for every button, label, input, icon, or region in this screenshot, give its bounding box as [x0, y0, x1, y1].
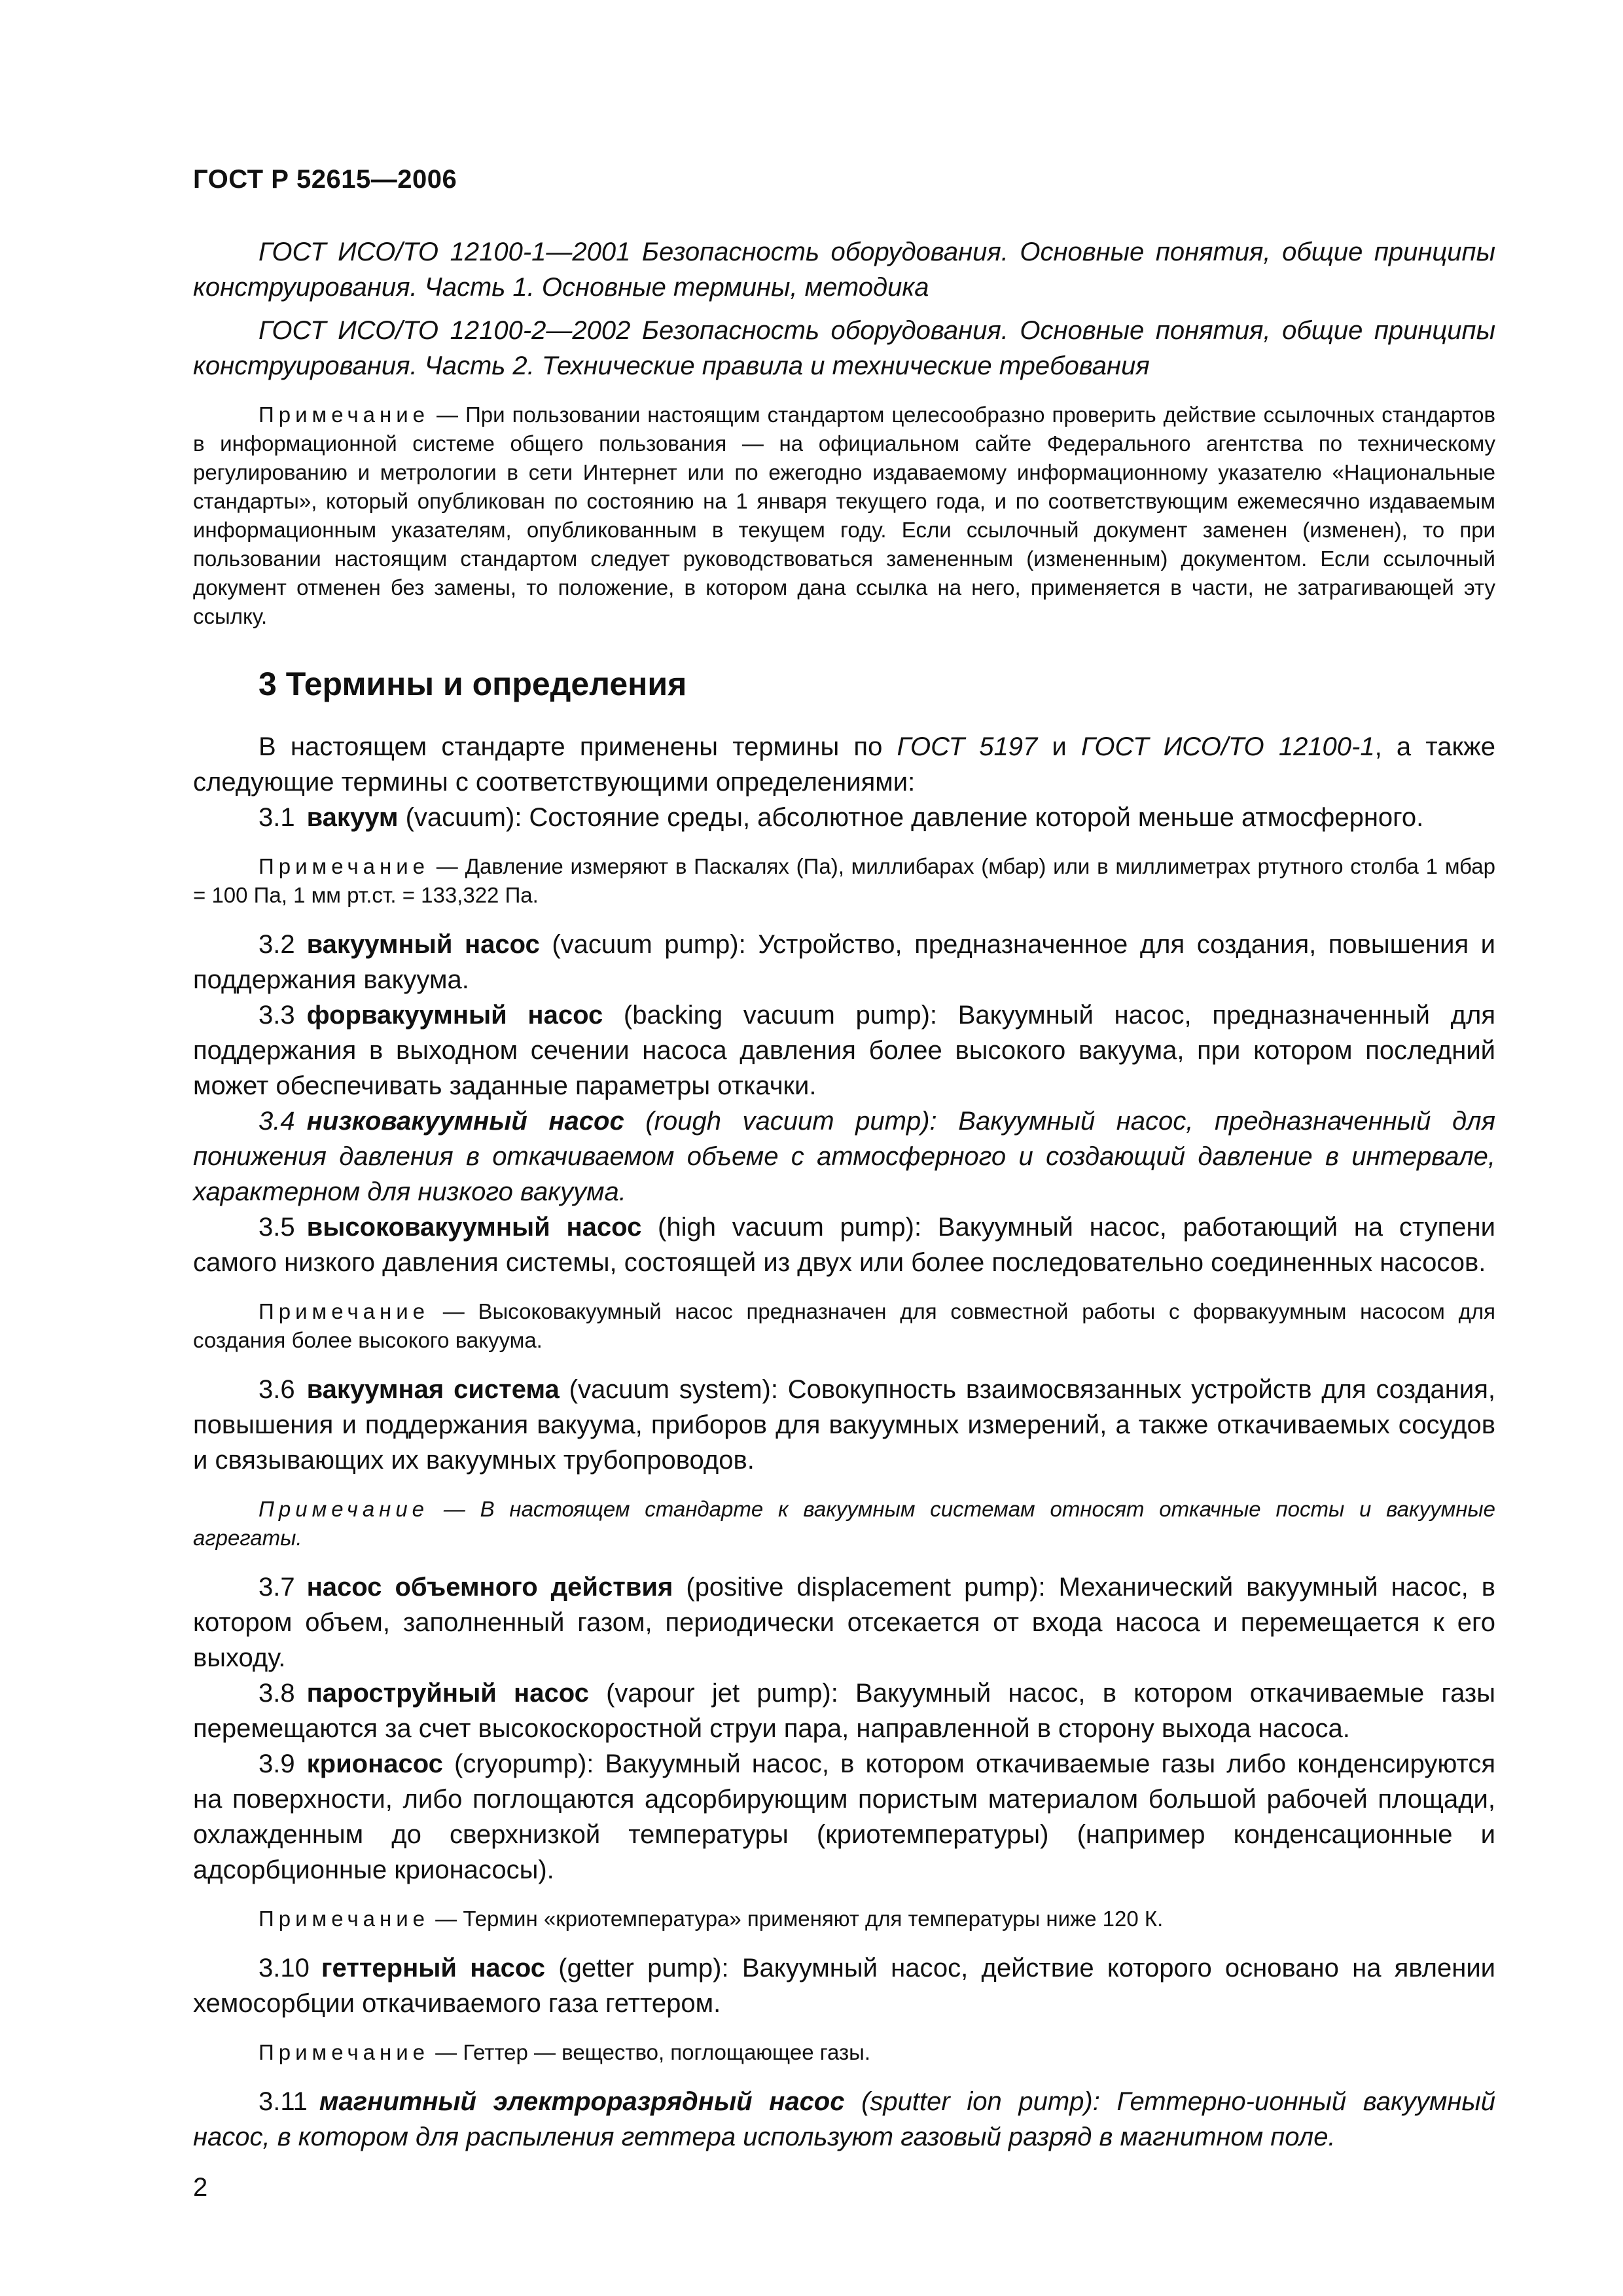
section-title: 3 Термины и определения [259, 666, 687, 702]
term-name: насос объемного действия [306, 1573, 673, 1602]
term-3-1: 3.1 вакуум (vacuum): Состояние среды, абсолютное давление которой меньше атмосферного. [259, 803, 1424, 832]
term-3-1-note: Примечание — Давление измеряют в Паскалях (Па), миллибарах (мбар) или в миллиметрах ртутного столба 1 мбар = 100 Па, 1 мм рт.ст. = 133,322 Па. [193, 854, 1495, 907]
term-name: геттерный насос [321, 1954, 546, 1982]
intro-reference-2: ГОСТ ИСО/ТО 12100-1 [1080, 732, 1375, 761]
term-name: низковакуумный насос [306, 1107, 624, 1136]
term-name: вакуум [306, 803, 399, 832]
term-name: форвакуумный насос [306, 1001, 603, 1030]
term-name: магнитный электроразрядный насос [319, 2087, 845, 2116]
document-header: ГОСТ Р 52615—2006 [193, 165, 457, 194]
term-3-6-note: Примечание — В настоящем стандарте к вакуумным системам относят откачные посты и вакуумные агрегаты. [193, 1497, 1496, 1550]
term-3-3: 3.3 форвакуумный насос (backing vacuum pump): Вакуумный насос, предназначенный для поддержания в выходном сечении насоса давления более высокого вакуума, при котором последний может обеспечивать заданные параметры откачки. [193, 1001, 1495, 1100]
references-note: Примечание — При пользовании настоящим стандартом целесообразно проверить действие ссылочных стандартов в информационной системе общего пользования — на официальном сайте Федерального агентства по техническому регулированию и метрологии в сети Интернет или по ежегодно издаваемому информационному указателю «Национальные стандарты», который опубликован по состоянию на 1 января текущего года, и по соответствующим ежемесячно издаваемым информационным указателям, опубликованным в текущем году. Если ссылочный документ заменен (изменен), то при пользовании настоящим стандартом следует руководствоваться замененным (измененным) документом. Если ссылочный документ отменен без замены, то положение, в котором дана ссылка на него, применяется в части, не затрагивающей эту ссылку. [193, 403, 1495, 628]
term-3-11: 3.11 магнитный электроразрядный насос (sputter ion pump): Геттерно-ионный вакуумный насос, в котором для распыления геттера используют газовый разряд в магнитном поле. [193, 2087, 1496, 2151]
reference-2: ГОСТ ИСО/ТО 12100-2—2002 Безопасность оборудования. Основные понятия, общие принципы конструирования. Часть 2. Технические правила и технические требования [193, 316, 1495, 380]
term-name: высоковакуумный насос [306, 1213, 642, 1242]
term-3-10-note: Примечание — Геттер — вещество, поглощающее газы. [259, 2040, 871, 2064]
note-label: Примечание [259, 403, 430, 427]
term-3-2: 3.2 вакуумный насос (vacuum pump): Устройство, предназначенное для создания, повышения и поддержания вакуума. [193, 930, 1495, 994]
reference-1: ГОСТ ИСО/ТО 12100-1—2001 Безопасность оборудования. Основные понятия, общие принципы конструирования. Часть 1. Основные термины, методика [193, 238, 1495, 302]
term-name: вакуумный насос [306, 930, 540, 959]
term-3-7: 3.7 насос объемного действия (positive displacement pump): Механический вакуумный насос, в котором объем, заполненный газом, периодически отсекается от входа насоса и перемещается к его выходу. [193, 1573, 1496, 1672]
term-3-6: 3.6 вакуумная система (vacuum system): Совокупность взаимосвязанных устройств для создания, повышения и поддержания вакуума, приборов для вакуумных измерений, а также откачиваемых сосудов и связывающих их вакуумных трубопроводов. [193, 1375, 1495, 1475]
document-body [193, 234, 1495, 2155]
term-name: пароструйный насос [306, 1679, 589, 1708]
section-intro: В настоящем стандарте применены термины по ГОСТ 5197 и ГОСТ ИСО/ТО 12100-1, а также следующие термины с соответствующими определениями: [193, 732, 1495, 797]
term-3-4: 3.4 низковакуумный насос (rough vacuum pump): Вакуумный насос, предназначенный для понижения давления в откачиваемом объеме с атмосферного и создающий давление в интервале, характерном для низкого вакуума. [193, 1107, 1495, 1206]
page-number: 2 [193, 2173, 208, 2202]
term-3-5: 3.5 высоковакуумный насос (high vacuum pump): Вакуумный насос, работающий на ступени самого низкого давления системы, состоящей из двух или более последовательно соединенных насосов. [193, 1213, 1495, 1277]
term-name: крионасос [306, 1749, 443, 1778]
term-name: вакуумная система [306, 1375, 560, 1404]
term-3-9: 3.9 крионасос (cryopump): Вакуумный насос, в котором откачиваемые газы либо конденсируются на поверхности, либо поглощаются адсорбирующим пористым материалом большой рабочей площади, охлажденным до сверхнизкой температуры (криотемпературы) (например конденсационные и адсорбционные крионасосы). [193, 1749, 1496, 1884]
intro-reference-1: ГОСТ 5197 [897, 732, 1038, 761]
note-text: При пользовании настоящим стандартом целесообразно проверить действие ссылочных стандартов в информационной системе общего пользования — на официальном сайте Федерального агентства по техническому регулированию и метрологии в сети Интернет или по ежегодно издаваемому информационному указателю «Национальные стандарты», который опубликован по состоянию на 1 января текущего года, и по соответствующим ежемесячно издаваемым информационным указателям, опубликованным в текущем году. Если ссылочный документ заменен (изменен), то при пользовании настоящим стандартом следует руководствоваться замененным (измененным) документом. Если ссылочный документ отменен без замены, то положение, в котором дана ссылка на него, применяется в части, не затрагивающей эту ссылку. [193, 403, 1495, 628]
term-3-10: 3.10 геттерный насос (getter pump): Вакуумный насос, действие которого основано на явлении хемосорбции откачиваемого газа геттером. [193, 1954, 1496, 2018]
term-3-8: 3.8 пароструйный насос (vapour jet pump): Вакуумный насос, в котором откачиваемые газы перемещаются за счет высокоскоростной струи пара, направленной в сторону выхода насоса. [193, 1679, 1495, 1743]
term-3-9-note: Примечание — Термин «криотемпература» применяют для температуры ниже 120 К. [259, 1907, 1164, 1931]
term-3-5-note: Примечание — Высоковакуумный насос предназначен для совместной работы с форвакуумным насосом для создания более высокого вакуума. [193, 1299, 1496, 1352]
